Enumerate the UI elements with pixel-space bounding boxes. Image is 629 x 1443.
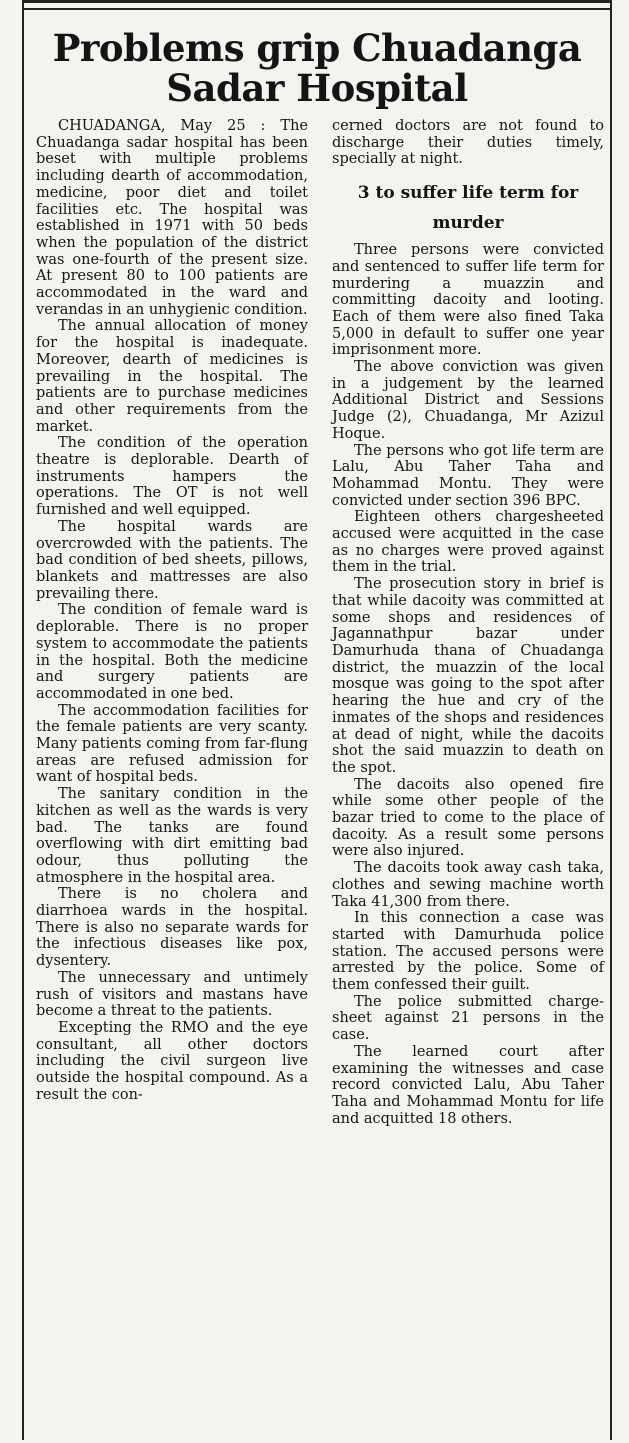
paragraph: The above conviction was given in a judgement by the learned Additional District and Sessions Judge (2), Chuadanga, Mr Azizul Hoque.: [332, 359, 604, 442]
paragraph: The learned court after examining the witnesses and case record convicted Lalu, Abu Taher Taha and Mohammad Montu for life and acquitted 18 others.: [332, 1043, 604, 1127]
paragraph: There is no cholera and diarrhoea wards in the hospital. There is also no separate wards for the infectious diseases like pox, dysentery.: [36, 886, 308, 970]
right-column: [332, 118, 604, 1127]
paragraph: The hospital wards are overcrowded with the patients. The bad condition of bed sheets, pillows, blankets and mattresses are also prevailing there.: [36, 518, 308, 602]
paragraph: The unnecessary and untimely rush of visitors and mastans have become a threat to the patients.: [36, 969, 308, 1020]
paragraph: The persons who got life term are Lalu, Abu Taher Taha and Mohammad Montu. They were convicted under section 396 BPC.: [332, 442, 604, 509]
paragraph: The condition of the operation theatre is deplorable. Dearth of instruments hampers the operations. The OT is not well furnished and well equipped.: [36, 435, 308, 519]
paragraph: The dacoits also opened fire while some other people of the bazar tried to come to the place of dacoity. As a result some persons were also injured.: [332, 776, 604, 860]
paragraph: The dacoits took away cash taka, clothes and sewing machine worth Taka 41,300 from there.: [332, 860, 604, 910]
paragraph: The condition of female ward is deplorable. There is no proper system to accommodate the patients in the hospital. Both the medicine and surgery patients are accommodated in one bed.: [36, 602, 308, 702]
paragraph: The sanitary condition in the kitchen as well as the wards is very bad. The tanks are found overflowing with dirt emitting bad odour, thus polluting the atmosphere in the hospital area.: [36, 786, 308, 886]
top-rule: [22, 0, 612, 3]
paragraph: The annual allocation of money for the hospital is inadequate. Moreover, dearth of medicines is prevailing in the hospital. The patients are to purchase medicines and other requirements from the market.: [36, 318, 308, 435]
paragraph: The accommodation facilities for the female patients are very scanty. Many patients coming from far-flung areas are refused admission for want of hospital beds.: [36, 702, 308, 786]
paragraph: Eighteen others chargesheeted accused were acquitted in the case as no charges were proved against them in the trial.: [332, 509, 604, 576]
paragraph: Three persons were convicted and sentenced to suffer life term for murdering a muazzin and committing dacoity and looting. Each of them were also fined Taka 5,000 in default to suffer one year imprisonment more.: [332, 242, 604, 359]
left-column: [36, 118, 308, 1103]
paragraph: The police submitted charge-sheet against 21 persons in the case.: [332, 993, 604, 1044]
paragraph: In this connection a case was started with Damurhuda police station. The accused persons were arrested by the police. Some of them confessed their guilt.: [332, 910, 604, 994]
paragraph: Excepting the RMO and the eye consultant, all other doctors including the civil surgeon live outside the hospital compound. As a result the con-: [36, 1019, 308, 1103]
paragraph: CHUADANGA, May 25 : The Chuadanga sadar hospital has been beset with multiple problems including dearth of accommodation, medicine, poor diet and toilet facilities etc. The hospital was established in 1971 with 50 beds when the population of the district was one-fourth of the present size. At present 80 to 100 patients are accommodated in the ward and verandas in an unhygienic condition.: [36, 118, 308, 318]
subheading: 3 to suffer life term for murder: [357, 183, 579, 234]
headline: Problems grip Chuadanga Sadar Hospital: [52, 26, 582, 110]
top-rule-secondary: [22, 8, 612, 10]
paragraph: cerned doctors are not found to discharge their duties timely, specially at night.: [332, 118, 604, 168]
paragraph: The prosecution story in brief is that while dacoity was committed at some shops and residences of Jagannathpur bazar under Damurhuda thana of Chuadanga district, the muazzin of the local mosque was going to the spot after hearing the hue and cry of the inmates of the shops and residences at dead of night, while the dacoits shot the said muazzin to death on the spot.: [332, 576, 604, 776]
